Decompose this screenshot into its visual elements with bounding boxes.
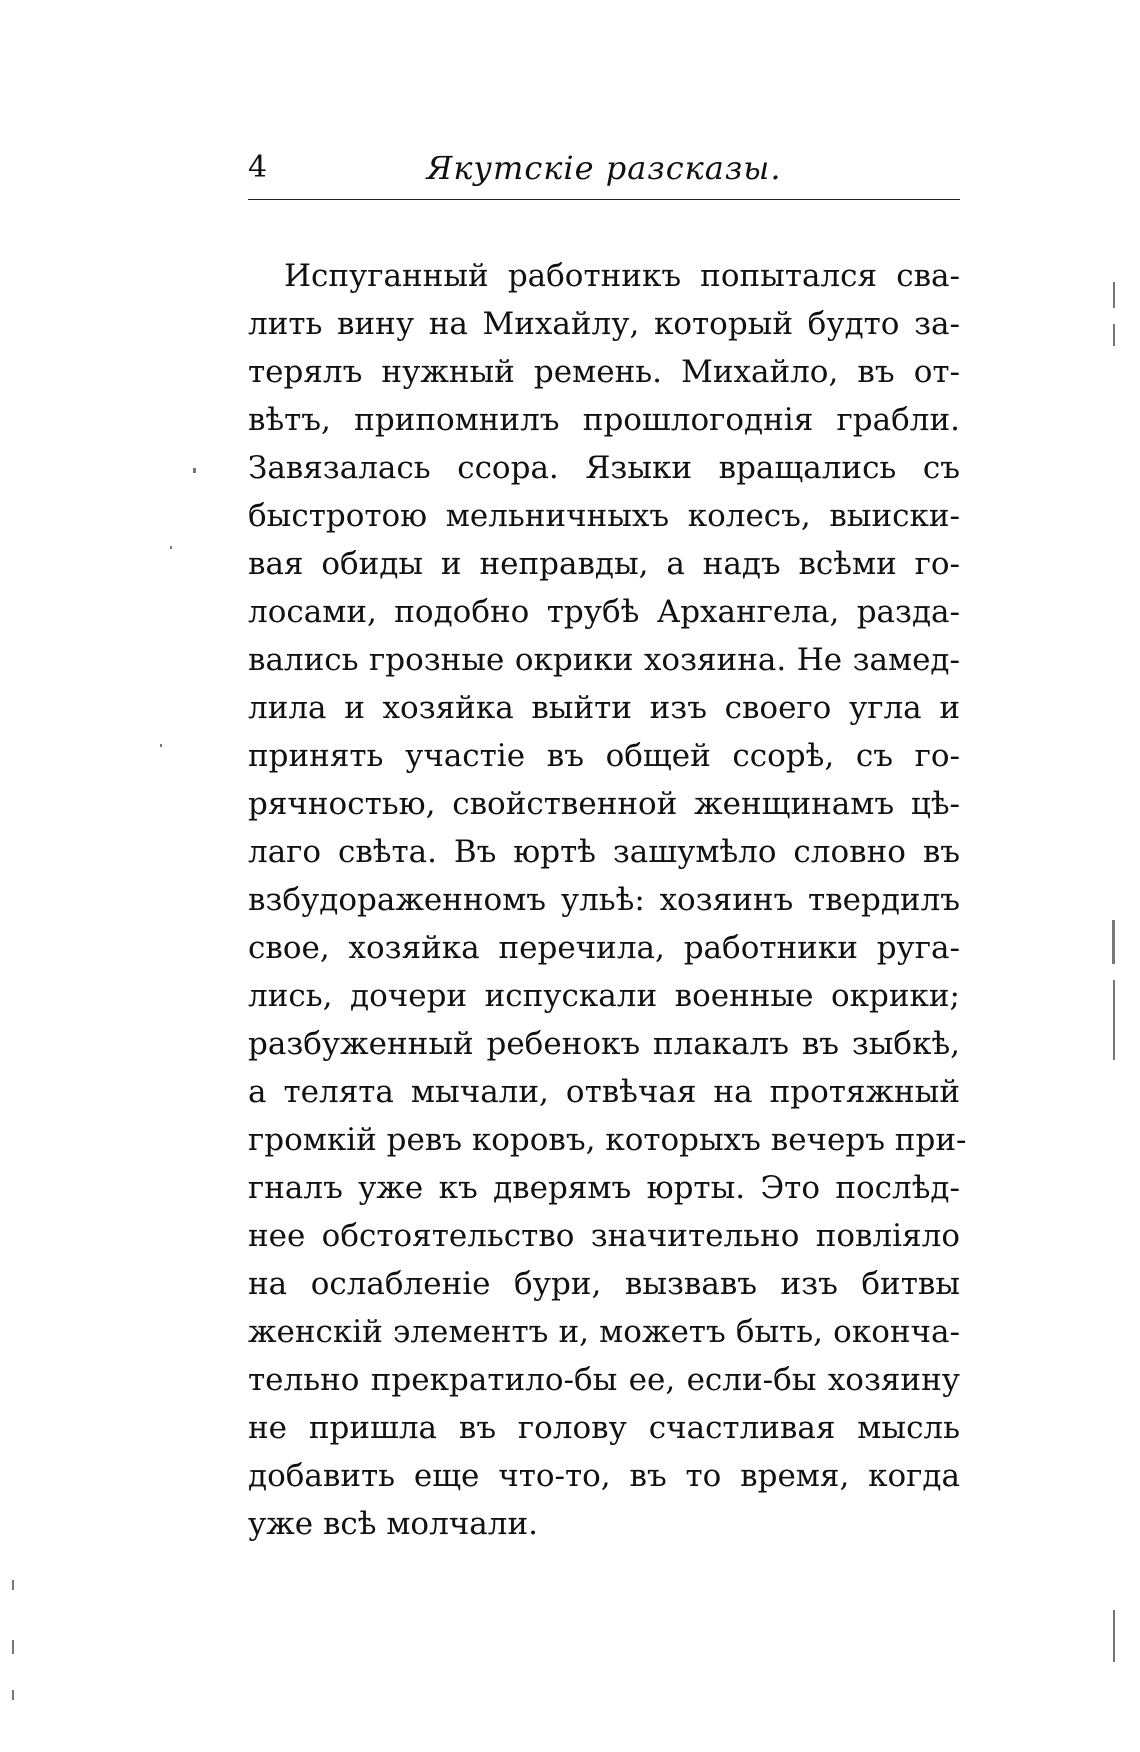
scan-speck <box>193 468 196 473</box>
text-line: лила и хозяйка выйти изъ своего угла и <box>248 690 960 726</box>
text-line: лись, дочери испускали военные окрики; <box>248 978 960 1014</box>
text-line: женскій элементъ и, можетъ быть, оконча- <box>248 1314 960 1350</box>
text-line: свое, хозяйка перечила, работники руга- <box>248 930 960 966</box>
text-line: не пришла въ голову счастливая мысль <box>248 1410 960 1446</box>
text-line: на ослабленіе бури, вызвавъ изъ битвы <box>248 1266 960 1302</box>
scan-speck <box>170 546 172 549</box>
page-header <box>248 150 960 198</box>
text-line: добавить еще что-то, въ то время, когда <box>248 1458 960 1494</box>
scan-speck <box>1113 980 1115 1060</box>
text-line: громкій ревъ коровъ, которыхъ вечеръ при- <box>248 1122 967 1158</box>
text-line: быстротою мельничныхъ колесъ, выиски- <box>248 498 960 534</box>
scan-speck <box>12 1580 14 1590</box>
body-text <box>248 252 967 1548</box>
text-line: вались грозные окрики хозяина. Не замед- <box>248 642 960 678</box>
page-number: 4 <box>248 150 268 185</box>
scan-speck <box>1113 1610 1115 1662</box>
text-line: гналъ уже къ дверямъ юрты. Это послѣд- <box>248 1170 960 1206</box>
text-line: тельно прекратило-бы ее, если-бы хозяину <box>248 1362 960 1398</box>
text-line: Испуганный работникъ попытался сва- <box>284 258 960 294</box>
text-line: терялъ нужный ремень. Михайло, въ от- <box>248 354 960 390</box>
text-line: уже всѣ молчали. <box>248 1506 538 1542</box>
scan-speck <box>12 1690 14 1700</box>
scan-speck <box>1113 282 1115 308</box>
text-line: разбуженный ребенокъ плакалъ въ зыбкѣ, <box>248 1026 960 1062</box>
text-line: лить вину на Михайлу, который будто за- <box>248 306 960 342</box>
scan-speck <box>160 744 162 747</box>
running-title: Якутскіе разсказы. <box>426 149 782 187</box>
text-line: рячностью, свойственной женщинамъ цѣ- <box>248 786 960 822</box>
text-line: вѣтъ, припомнилъ прошлогоднія грабли. <box>248 402 960 438</box>
scan-speck <box>1112 920 1115 964</box>
text-line: Завязалась ссора. Языки вращались съ <box>248 450 960 486</box>
text-line: нее обстоятельство значительно повліяло <box>248 1218 960 1254</box>
scan-speck <box>1113 324 1115 346</box>
text-line: лосами, подобно трубѣ Архангела, разда- <box>248 594 960 630</box>
text-line: принять участіе въ общей ссорѣ, съ го- <box>248 738 960 774</box>
text-line: лаго свѣта. Въ юртѣ зашумѣло словно въ <box>248 834 960 870</box>
text-line: взбудораженномъ ульѣ: хозяинъ твердилъ <box>248 882 960 918</box>
scan-speck <box>12 1640 14 1654</box>
header-rule <box>248 199 960 200</box>
text-line: а телята мычали, отвѣчая на протяжный <box>248 1074 960 1110</box>
text-line: вая обиды и неправды, а надъ всѣми го- <box>248 546 960 582</box>
